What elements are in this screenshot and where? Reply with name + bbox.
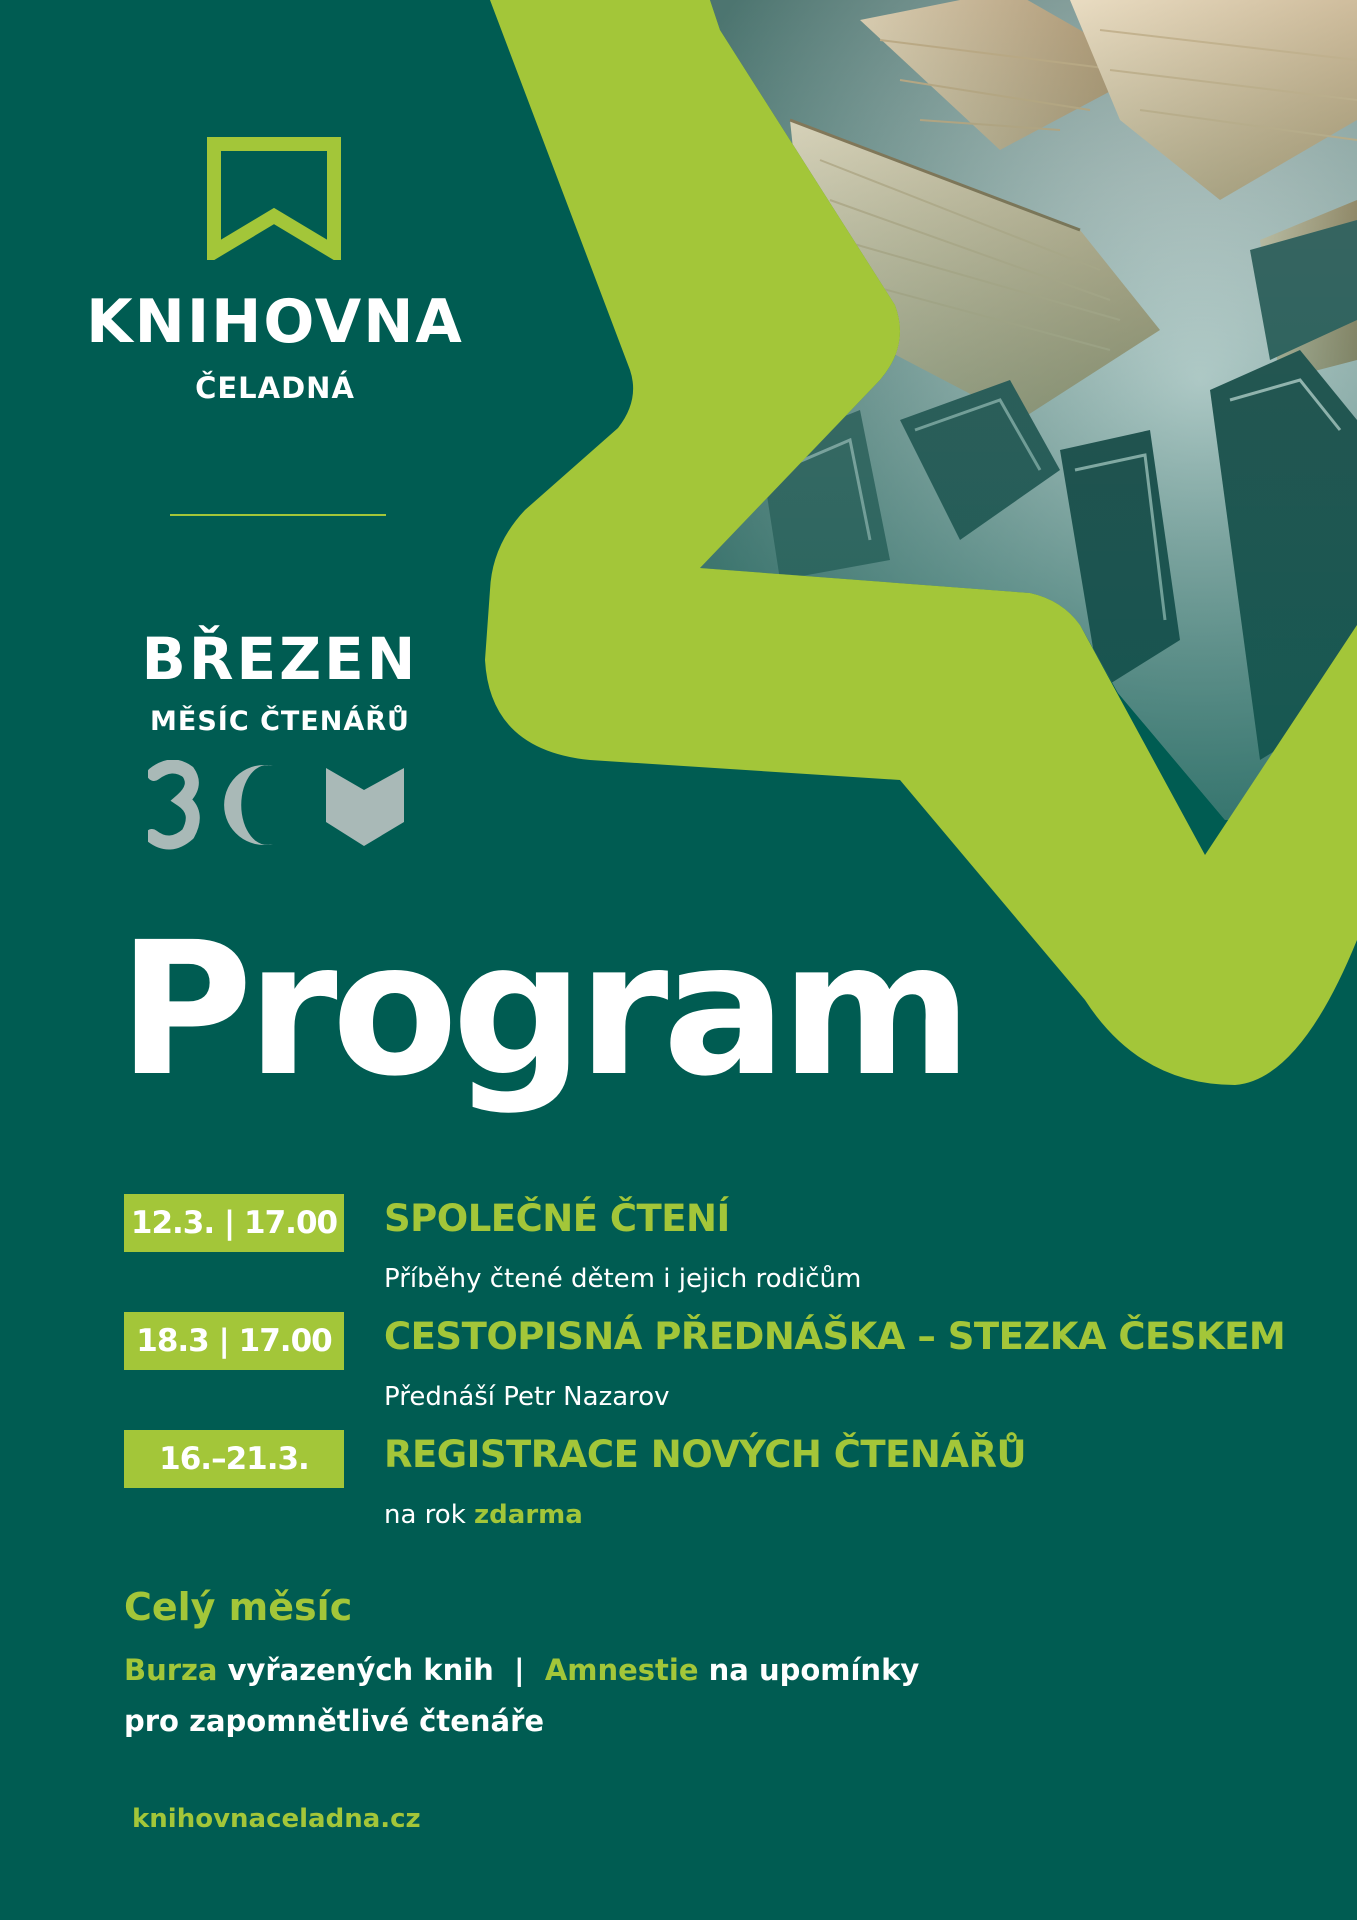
event-description: Příběhy čtené dětem i jejich rodičům [384, 1264, 862, 1294]
month-heading: Celý měsíc [124, 1585, 353, 1629]
campaign-icons [148, 760, 408, 850]
event-description-prefix: na rok [384, 1500, 475, 1530]
event-description [384, 1502, 583, 1528]
book-sale-text: vyřazených knih | [217, 1653, 545, 1687]
campaign-subtitle: MĚSÍC ČTENÁŘŮ [150, 706, 410, 737]
divider [170, 514, 386, 516]
month-line-2: pro zapomnětlivé čtenáře [124, 1704, 545, 1738]
moon-icon [224, 765, 273, 845]
library-name: KNIHOVNA [86, 287, 464, 357]
book-sale-label: Burza [124, 1653, 218, 1687]
digit-3-icon [152, 766, 193, 842]
book-icon [326, 768, 404, 846]
website-link[interactable]: knihovnaceladna.cz [132, 1804, 421, 1834]
bookmark-icon [206, 136, 342, 260]
event-date-badge: 16.–21.3. [124, 1430, 344, 1488]
event-description: Přednáší Petr Nazarov [384, 1382, 670, 1412]
campaign-title: BŘEZEN [141, 625, 419, 693]
event-description-highlight: zdarma [474, 1500, 583, 1530]
event-date-badge: 18.3 | 17.00 [124, 1312, 344, 1370]
event-title: SPOLEČNÉ ČTENÍ [384, 1197, 730, 1240]
library-location: ČELADNÁ [195, 371, 355, 405]
amnesty-label: Amnestie [544, 1653, 699, 1687]
event-date-badge: 12.3. | 17.00 [124, 1194, 344, 1252]
event-title: REGISTRACE NOVÝCH ČTENÁŘŮ [384, 1433, 1027, 1476]
event-title: CESTOPISNÁ PŘEDNÁŠKA – STEZKA ČESKEM [384, 1315, 1286, 1358]
month-line-1 [124, 1653, 920, 1687]
program-heading: Program [118, 903, 967, 1117]
amnesty-text: na upomínky [698, 1653, 920, 1687]
